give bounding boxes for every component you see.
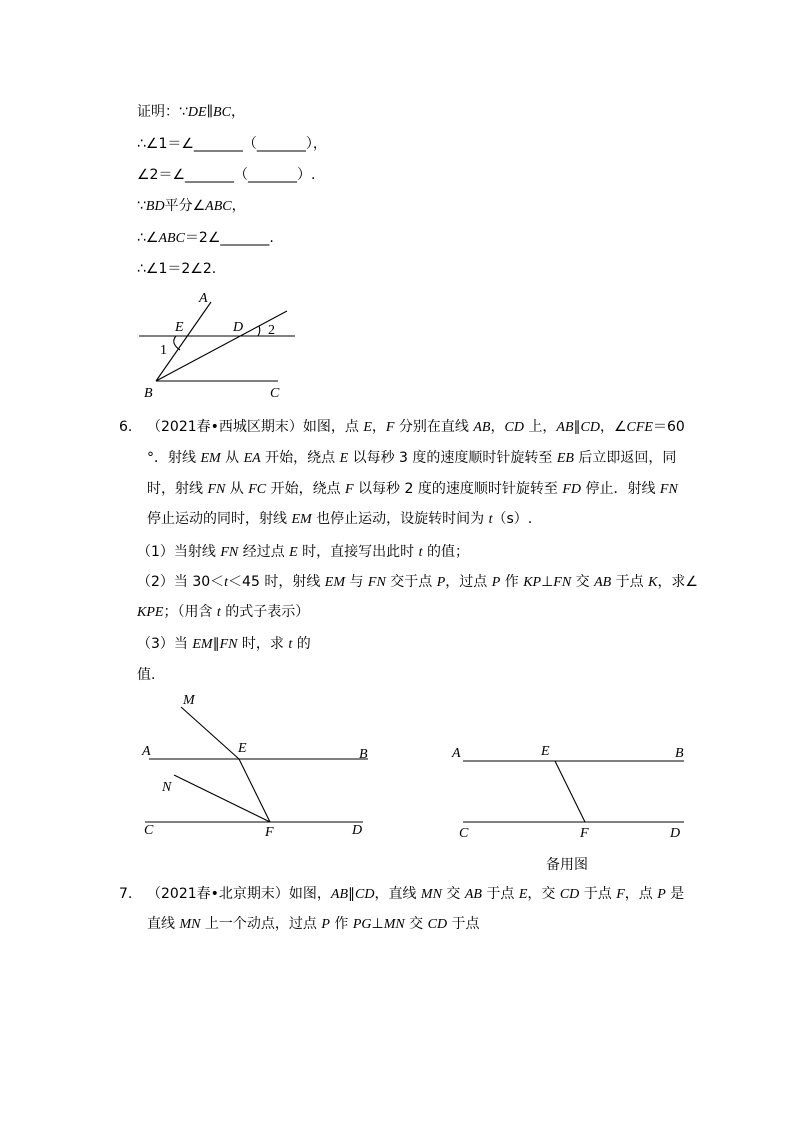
math-variable: FN bbox=[207, 482, 226, 497]
text-run: 开始，绕点 bbox=[260, 450, 340, 466]
text-run: ；（用含 bbox=[163, 604, 217, 620]
label-e: E bbox=[175, 320, 184, 335]
math-variable: CD bbox=[355, 887, 375, 902]
math-variable: E bbox=[289, 545, 298, 560]
text-run: ，直线 bbox=[374, 886, 421, 902]
text-run: 上一个动点，过点 bbox=[200, 916, 322, 932]
text-run: 是 bbox=[665, 886, 685, 902]
proof-text: ABC bbox=[158, 231, 185, 246]
math-variable: CD bbox=[427, 917, 448, 932]
text-run: °．射线 bbox=[147, 450, 201, 466]
math-variable: FN bbox=[367, 575, 386, 590]
text-run: 交 bbox=[441, 886, 465, 902]
text-run: 于点 bbox=[447, 916, 480, 932]
label-b: B bbox=[144, 386, 153, 401]
q6-part-3-line-2: 值. bbox=[137, 667, 156, 683]
text-run: 也停止运动，设旋转时间为 bbox=[311, 511, 489, 527]
label-f: F bbox=[580, 826, 589, 841]
label-a: A bbox=[199, 291, 208, 306]
text-run: （s）. bbox=[492, 511, 533, 527]
math-variable: KPE bbox=[137, 605, 164, 620]
text-run: （3）当 bbox=[137, 636, 193, 652]
text-run: 于点 bbox=[611, 574, 649, 590]
label-f: F bbox=[265, 825, 274, 840]
q7-row-2 bbox=[147, 914, 480, 935]
math-variable: MN bbox=[420, 887, 442, 902]
label-d: D bbox=[233, 320, 244, 335]
label-a: A bbox=[452, 746, 461, 761]
text-run: 上， bbox=[523, 419, 557, 435]
text-run: ＝60 bbox=[652, 419, 685, 435]
line-ef bbox=[555, 761, 585, 822]
text-run: ＜45 时，射线 bbox=[228, 574, 325, 590]
text-run: ， bbox=[490, 419, 505, 435]
text-run: 以每秒 3 度的速度顺时针旋转至 bbox=[348, 450, 557, 466]
label-d: D bbox=[352, 823, 363, 838]
text-run: 的值； bbox=[422, 544, 469, 560]
math-variable: FN bbox=[659, 482, 678, 497]
math-variable: t bbox=[418, 545, 423, 560]
math-variable: KP bbox=[523, 575, 542, 590]
text-run: 停止．射线 bbox=[581, 481, 660, 497]
text-run: 与 bbox=[345, 574, 368, 590]
proof-text: ∵ bbox=[137, 198, 146, 214]
math-variable: t bbox=[488, 512, 493, 527]
math-variable: EM bbox=[324, 575, 345, 590]
text-run: 以每秒 2 度的速度顺时针旋转至 bbox=[353, 481, 563, 497]
math-variable: EB bbox=[556, 451, 574, 466]
math-variable: t bbox=[216, 605, 221, 620]
math-variable: P bbox=[436, 575, 446, 590]
math-variable: AB bbox=[473, 420, 491, 435]
math-variable: MN bbox=[383, 917, 405, 932]
math-variable: AB bbox=[556, 420, 574, 435]
math-variable: E bbox=[518, 887, 528, 902]
proof-text: BD bbox=[145, 199, 165, 214]
q7-number: 7. bbox=[119, 886, 133, 902]
label-angle-1: 1 bbox=[160, 343, 167, 358]
text-run: 的 bbox=[292, 636, 311, 652]
math-variable: CD bbox=[559, 887, 580, 902]
math-variable: EA bbox=[243, 451, 261, 466]
text-run: 后立即返回，同 bbox=[573, 450, 677, 466]
text-run: 交 bbox=[571, 574, 595, 590]
text-run: ，过点 bbox=[445, 574, 492, 590]
label-b: B bbox=[675, 746, 684, 761]
math-variable: AB bbox=[594, 575, 612, 590]
text-run: 时，直接写出此时 bbox=[297, 544, 419, 560]
proof-text: ABC bbox=[205, 199, 232, 214]
math-variable: K bbox=[648, 575, 658, 590]
text-run: ，求∠ bbox=[657, 574, 698, 590]
figure-3-caption: 备用图 bbox=[546, 857, 588, 873]
text-run: （2）当 30＜ bbox=[137, 574, 225, 590]
label-c: C bbox=[270, 386, 280, 401]
math-variable: F bbox=[616, 887, 625, 902]
text-run: 交 bbox=[404, 916, 428, 932]
proof-text: ∴∠ bbox=[137, 230, 159, 246]
text-run: 作 bbox=[329, 916, 353, 932]
text-run: 开始，绕点 bbox=[266, 481, 346, 497]
q7-row-1 bbox=[147, 884, 684, 905]
text-run: 交于点 bbox=[385, 574, 437, 590]
text-run: 作 bbox=[500, 574, 524, 590]
math-variable: E bbox=[363, 420, 372, 435]
math-variable: CFE bbox=[626, 420, 653, 435]
text-run: ，点 bbox=[624, 886, 658, 902]
q6-number: 6. bbox=[119, 419, 133, 435]
math-variable: E bbox=[339, 451, 349, 466]
math-variable: F bbox=[385, 420, 395, 435]
text-run: ∥ bbox=[348, 886, 355, 902]
text-run: 于点 bbox=[481, 886, 519, 902]
math-variable: AB bbox=[330, 887, 348, 902]
label-b: B bbox=[359, 747, 368, 762]
label-n: N bbox=[162, 780, 172, 795]
math-variable: t bbox=[288, 637, 293, 652]
text-run: ，∠ bbox=[599, 419, 627, 435]
text-run: ⊥ bbox=[371, 916, 384, 932]
math-variable: FN bbox=[220, 545, 239, 560]
math-variable: FN bbox=[219, 637, 238, 652]
proof-line-6: ∴∠1＝2∠2. bbox=[137, 261, 217, 277]
math-variable: CD bbox=[504, 420, 524, 435]
label-d: D bbox=[670, 826, 681, 841]
math-variable: PG bbox=[352, 917, 372, 932]
text-run: 从 bbox=[220, 450, 244, 466]
label-m: M bbox=[183, 693, 195, 708]
proof-text: 证明：∵ bbox=[137, 104, 188, 120]
proof-text: ， bbox=[230, 104, 245, 120]
text-run: 于点 bbox=[579, 886, 617, 902]
label-c: C bbox=[144, 823, 154, 838]
math-variable: FC bbox=[248, 482, 267, 497]
text-run: 分别在直线 bbox=[394, 419, 474, 435]
proof-line-2: ∴∠1＝∠_______（_______）， bbox=[137, 136, 327, 152]
label-e: E bbox=[238, 741, 247, 756]
label-e: E bbox=[541, 744, 550, 759]
text-run: （2021春•北京期末）如图， bbox=[147, 886, 331, 902]
proof-text: ， bbox=[231, 198, 246, 214]
proof-text: 平分∠ bbox=[164, 198, 206, 214]
math-variable: t bbox=[224, 575, 229, 590]
math-variable: F bbox=[345, 482, 354, 497]
math-variable: FN bbox=[553, 575, 572, 590]
math-variable: EM bbox=[291, 512, 312, 527]
proof-line-3: ∠2＝∠_______（_______）. bbox=[137, 167, 316, 183]
math-variable: AB bbox=[464, 887, 482, 902]
text-run: ∥ bbox=[573, 419, 581, 435]
label-a: A bbox=[142, 744, 151, 759]
proof-text: ＝2∠_______. bbox=[184, 230, 274, 246]
label-c: C bbox=[459, 826, 469, 841]
label-angle-2: 2 bbox=[268, 323, 275, 338]
text-run: 从 bbox=[225, 481, 249, 497]
math-variable: P bbox=[491, 575, 501, 590]
text-run: 时，求 bbox=[237, 636, 289, 652]
text-run: 经过点 bbox=[238, 544, 290, 560]
text-run: ，交 bbox=[527, 886, 560, 902]
text-run: ， bbox=[371, 419, 386, 435]
math-variable: MN bbox=[179, 917, 201, 932]
text-run: ∥ bbox=[212, 636, 220, 652]
math-variable: EM bbox=[200, 451, 221, 466]
text-run: 时，射线 bbox=[147, 481, 208, 497]
proof-text: DE∥BC bbox=[187, 105, 231, 120]
text-run: （1）当射线 bbox=[137, 544, 221, 560]
text-run: 的式子表示） bbox=[220, 604, 310, 620]
text-run: ⊥ bbox=[541, 574, 554, 590]
text-run: 停止运动的同时，射线 bbox=[147, 511, 292, 527]
text-run: （2021春•西城区期末）如图，点 bbox=[147, 419, 364, 435]
math-variable: EM bbox=[192, 637, 213, 652]
math-variable: CD bbox=[580, 420, 600, 435]
math-variable: P bbox=[657, 887, 666, 902]
text-run: 直线 bbox=[147, 916, 180, 932]
math-variable: P bbox=[321, 917, 330, 932]
math-variable: FD bbox=[562, 482, 581, 497]
